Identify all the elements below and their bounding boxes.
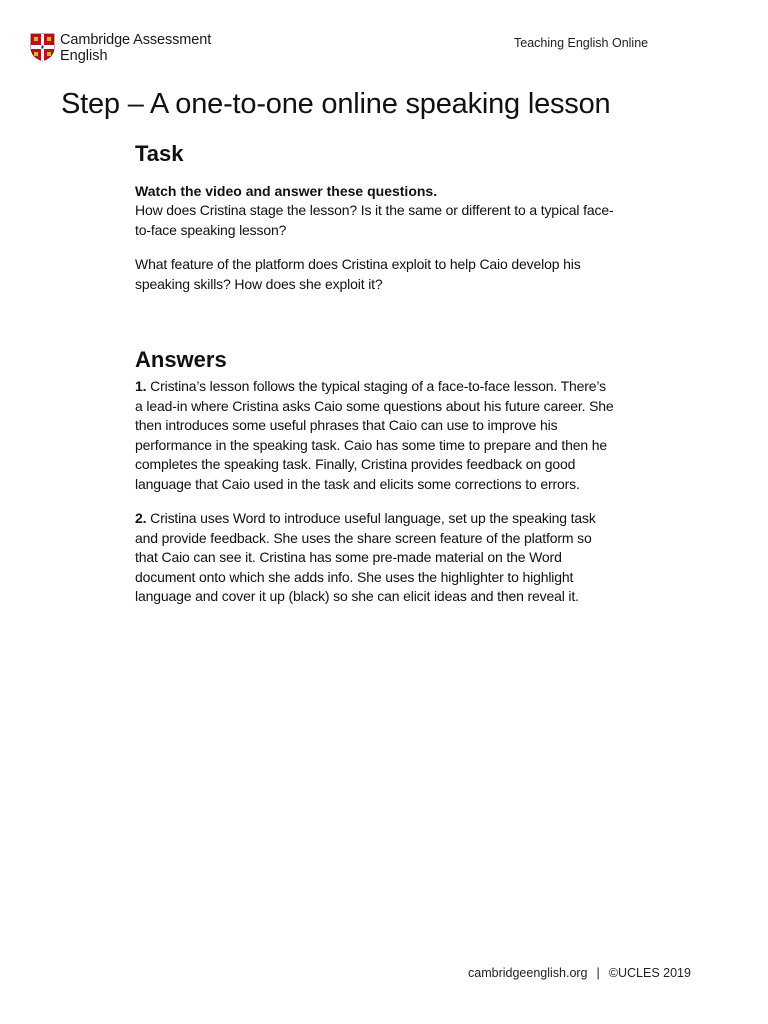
- header-course-name: Teaching English Online: [514, 36, 649, 50]
- task-heading: Task: [135, 141, 184, 166]
- main-content: [135, 139, 615, 607]
- task-instruction: Watch the video and answer these questions.: [135, 183, 438, 199]
- cambridge-crest-icon: [30, 33, 55, 62]
- footer-separator: |: [596, 966, 600, 980]
- answer-1: [135, 377, 615, 494]
- answer-text: Cristina uses Word to introduce useful language, set up the speaking task and provide feedback. She uses the share screen feature of the platform so that Caio can see it. Cristina has some pre-made material on the Word document onto which she adds info. She uses the highlighter to highlight language and cover it up (black) so she can elicit ideas and then reveal it.: [135, 510, 596, 604]
- page-title: Step – A one-to-one online speaking lesson: [61, 88, 611, 120]
- answer-number: 1.: [135, 378, 147, 394]
- page-footer: [468, 966, 691, 980]
- answers-heading: Answers: [135, 347, 227, 372]
- answer-text: Cristina’s lesson follows the typical staging of a face-to-face lesson. There’s a lead-in where Cristina asks Caio some questions about his future career. She then introduces some useful phrases that Caio can use to improve his performance in the speaking task. Caio has some time to prepare and then he completes the speaking task. Finally, Cristina provides feedback on good language that Caio used in the task and elicits some corrections to errors.: [135, 378, 614, 492]
- brand-name: Cambridge Assessment: [60, 32, 212, 48]
- task-question-1: How does Cristina stage the lesson? Is it the same or different to a typical face-to-face speaking lesson?: [135, 202, 614, 238]
- cambridge-logo: [30, 33, 211, 63]
- brand-text: [60, 33, 211, 63]
- task-question-2: What feature of the platform does Cristina exploit to help Caio develop his speaking skills? How does she exploit it?: [135, 256, 581, 292]
- answer-number: 2.: [135, 510, 147, 526]
- brand-subname: English: [60, 47, 108, 64]
- footer-site-link[interactable]: cambridgeenglish.org: [468, 966, 588, 980]
- answer-2: [135, 509, 615, 607]
- footer-copyright: ©UCLES 2019: [608, 966, 691, 980]
